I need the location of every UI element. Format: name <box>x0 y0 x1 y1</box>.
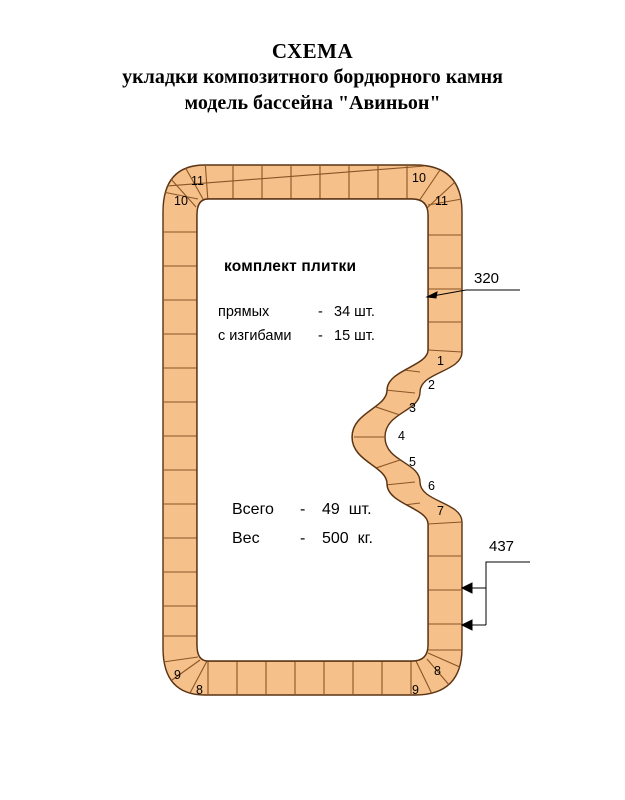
tile-number-bottom-left-inner: 8 <box>196 683 203 697</box>
totals-dash-weight: - <box>300 530 306 547</box>
totals-block <box>232 495 462 553</box>
totals-row-count <box>232 495 462 524</box>
tile-number-bottom-right-inner: 9 <box>412 683 419 697</box>
tile-number-curve-6: 6 <box>428 479 435 493</box>
tile-number-top-right-outer: 11 <box>435 194 448 208</box>
tile-number-bottom-left-outer: 9 <box>174 668 181 682</box>
legend-label-straight: прямых <box>218 304 270 320</box>
totals-value-count: 49 шт. <box>322 501 372 518</box>
dimension-label-320: 320 <box>474 270 500 287</box>
tile-number-curve-1: 1 <box>437 354 444 368</box>
legend-row-straight <box>218 300 448 324</box>
legend-row-curved <box>218 324 448 348</box>
totals-label-weight: Вес <box>232 530 260 547</box>
tile-number-top-left-inner: 11 <box>191 174 204 188</box>
legend-value-straight: 34 шт. <box>334 304 375 320</box>
tile-number-curve-7: 7 <box>437 504 444 518</box>
tile-set-legend <box>218 258 448 348</box>
dimension-label-437: 437 <box>489 538 515 555</box>
tile-number-curve-5: 5 <box>409 455 416 469</box>
totals-label-count: Всего <box>232 501 274 518</box>
tile-number-curve-2: 2 <box>428 378 435 392</box>
totals-value-weight: 500 кг. <box>322 530 373 547</box>
legend-heading: комплект плитки <box>224 258 357 275</box>
legend-dash-straight: - <box>318 304 323 320</box>
legend-value-curved: 15 шт. <box>334 328 375 344</box>
tile-number-curve-3: 3 <box>409 401 416 415</box>
totals-row-weight <box>232 524 462 553</box>
totals-dash-count: - <box>300 501 306 518</box>
tile-number-bottom-right-outer: 8 <box>434 664 441 678</box>
legend-label-curved: с изгибами <box>218 328 292 344</box>
tile-number-top-right-inner: 10 <box>412 171 426 185</box>
tile-number-top-left-outer: 10 <box>174 194 188 208</box>
legend-dash-curved: - <box>318 328 323 344</box>
tile-number-curve-4: 4 <box>398 429 405 443</box>
